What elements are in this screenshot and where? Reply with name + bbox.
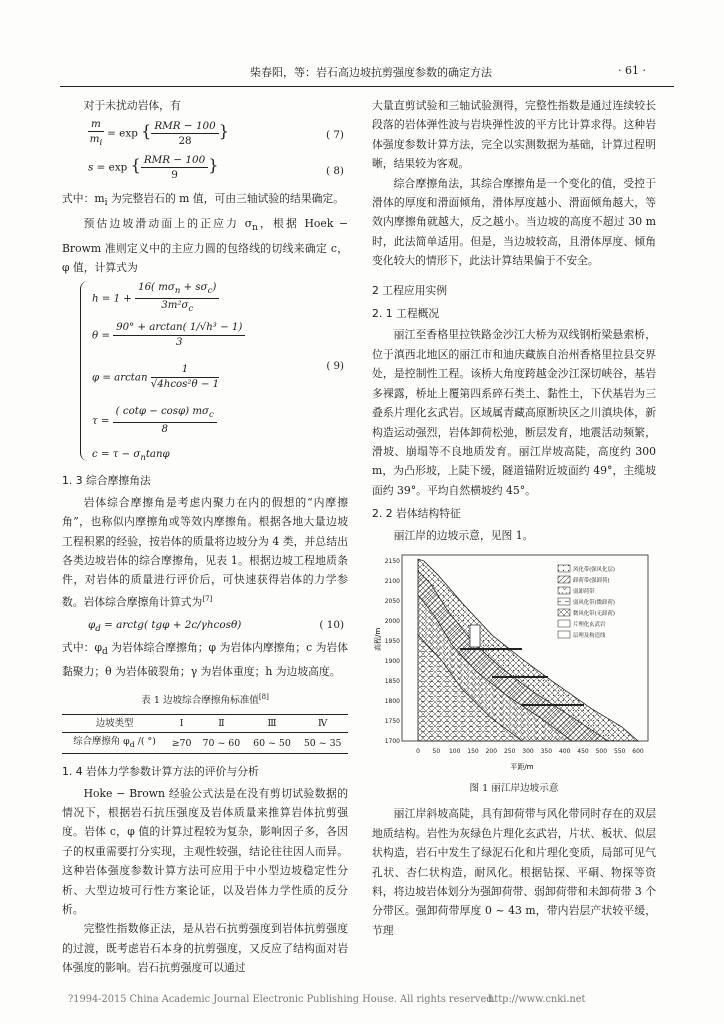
paragraph-continued: 大量直剪试验和三轴试验测得，完整性指数是通过连续较长段落的岩体弹性波与岩块弹性波的平方比计算求得。这种岩体强度参数计算方法，完全以实测数据为基础，计算过程明晰，结果较为客观。 <box>372 99 656 171</box>
legend-swatch <box>558 609 570 616</box>
legend-swatch <box>558 598 570 605</box>
header-rule <box>60 86 674 87</box>
x-tick-label: 100 <box>448 747 461 755</box>
y-tick-label: 1800 <box>384 697 400 705</box>
table-row: 综合摩擦角 $\varphi_d$ /( °) ≥70 70 ~ 60 60 ~ 50 50 ~ 35 <box>62 733 348 754</box>
legend-entry: 弱卸荷带 <box>573 588 595 595</box>
slope-diagram <box>372 549 656 773</box>
paragraph-where-phi: 式中：$\varphi_d$ 为岩体综合摩擦角；φ 为岩体内摩擦角；c 为岩体黏聚力；θ 为岩体破裂角；γ 为岩体重度；h 为边坡高度。 <box>62 640 349 679</box>
paragraph-figure-ref: 丽江岸的边坡示意，见图 1。 <box>393 528 534 542</box>
y-tick-label: 1700 <box>384 737 400 745</box>
paragraph-project-overview: 丽江至香格里拉铁路金沙江大桥为双线钢桁梁悬索桥，位于滇西北地区的丽江市和迪庆藏族自治州香格里拉县交界处，是控制性工程。该桥大角度跨越金沙江深切峡谷，基岩多裸露，桥址上覆第四系碎石类土、黏性土，下伏基岩为三叠系片理化玄武岩。区域属青藏高原断块区之川滇块体，新构造运动强烈，岩体卸荷松弛，断层发育，地震活动频繁，滑坡、崩塌等不良地质发育。丽江岸坡高陡，高度约 300 m，为凸形坡，上陡下缓，隧道锚附近坡面约 49°，主缆坡面约 39°。平均自然横坡约 45°。 <box>372 328 656 497</box>
y-tick-label: 2100 <box>384 577 400 585</box>
legend-entry: 微风化带(无卸荷) <box>573 610 615 617</box>
x-tick-label: 150 <box>467 747 479 755</box>
section-1-4-heading: 1. 4 岩体力学参数计算方法的评价与分析 <box>62 765 259 779</box>
equation-9-system: h = 1 + $\frac{16( m\sigma_n + s\sigma_c)}{3m^2\sigma_c}$ θ = $\frac{\text{90° + arctan( 1/√h³ − 1)}}{3}$ φ = arctan $\frac{1}{\text{√4hcos²θ − 1}}$ τ = $\frac{( \cot\varphi - \cos\varphi) m\sigma_c}{8}$ $c = \tau - \sigma_n\tan\varphi$ ( 9) <box>62 277 348 467</box>
section-2-heading: 2 工程应用实例 <box>372 283 448 297</box>
x-tick-label: 350 <box>540 747 553 755</box>
x-tick-label: 400 <box>558 747 571 755</box>
y-tick-label: 2000 <box>384 617 400 625</box>
section-2-2-heading: 2. 2 岩体结构特征 <box>372 507 461 521</box>
paragraph-evaluation-2: 完整性指数修正法，是从岩石抗剪强度到岩体抗剪强度的过渡，既考虑岩石本身的抗剪强度，又反应了结构面对岩体强度的影响。岩石抗剪强度可以通过 <box>62 922 348 975</box>
equation-7: $\frac{m}{m_i}$ = exp { $\frac{\text{RMR − 100}}{28}$ } ( 7) <box>89 118 344 149</box>
copyright-text: ?1994-2015 China Academic Journal Electronic Publishing House. All rights reserved. <box>68 994 496 1005</box>
legend-entry: 层理及构造线 <box>573 632 606 639</box>
table-header-row: 边坡类型 Ⅰ Ⅱ Ⅲ Ⅳ <box>62 715 348 733</box>
y-tick-label: 1750 <box>384 717 400 725</box>
legend-swatch <box>558 631 570 638</box>
figure-1 <box>372 549 656 773</box>
intro-text: 对于未扰动岩体，有 <box>83 99 181 112</box>
table-1-caption: 表 1 边坡综合摩擦角标准值[8] <box>141 692 269 706</box>
footer <box>68 994 586 1005</box>
equation-10-label: ( 10) <box>319 618 344 631</box>
legend-entry: 风化带(强风化层) <box>573 566 615 573</box>
page-number: · 61 · <box>618 64 646 77</box>
x-tick-label: 550 <box>613 747 626 755</box>
paragraph-friction-evaluation: 综合摩擦角法，其综合摩擦角是一个变化的值，受控于滑体的厚度和滑面倾角，滑体厚度越小、滑面倾角越大，等效内摩擦角就越大，反之越小。当边坡的高度不超过 30 m 时，此法简单适用。但是，当边坡较高，且滑体厚度、倾角变化较大的情形下，此法计算结果偏于不安全。 <box>372 176 656 268</box>
paragraph-hoek-brown: 预估边坡滑动面上的正应力 $\sigma_n$，根据 Hoek − Browm 准则定义中的主应力圆的包络线的切线来确定 c，φ 值，计算式为 <box>62 216 348 274</box>
y-tick-label: 1950 <box>384 637 400 645</box>
figure-1-caption: 图 1 丽江岸边坡示意 <box>469 782 559 794</box>
x-axis-label: 平距/m <box>510 762 534 771</box>
y-tick-label: 2150 <box>384 557 400 565</box>
y-tick-label: 2050 <box>384 597 400 605</box>
x-tick-label: 250 <box>503 747 516 755</box>
paragraph-friction-angle: 岩体综合摩擦角是考虑内聚力在内的假想的“内摩擦角”，也称似内摩擦角或等效内摩擦角。根据各地大量边坡工程积累的经验，按岩体的质量将边坡分为 4 类，并总结出各类边坡岩体的综合摩擦角，见表 1。根据边坡工程地质条件，对岩体的质量进行评价后，可快速获得岩体的力学参数。岩体综合摩擦角计算式为[7] <box>62 495 348 609</box>
x-tick-label: 500 <box>595 747 608 755</box>
legend-entry: 弱风化带(微卸荷) <box>573 599 615 606</box>
y-axis-label: 高程/m <box>374 627 382 651</box>
paragraph-evaluation-1: Hoke − Brown 经验公式法是在没有剪切试验数据的情况下，根据岩石抗压强度及岩体质量来推算岩体抗剪强度。岩体 c，φ 值的计算过程较为复杂，影响因子多，各因子的权重需要打分实现，主观性较强，结论往往因人而异。这种岩体强度参数计算方法可应用于中小型边坡稳定性分析、大型边坡可行性方案论证，以及岩体力学性质的反分析。 <box>62 786 348 917</box>
footer-url: http://www.cnki.net <box>488 994 586 1005</box>
legend-swatch <box>558 565 570 572</box>
x-tick-label: 50 <box>432 747 441 755</box>
legend-entry: 卸荷带(强卸荷) <box>573 577 610 584</box>
legend-swatch <box>558 587 570 594</box>
running-header <box>90 64 670 82</box>
table-1 <box>62 714 348 754</box>
header-title: 柴春阳，等：岩石高边坡抗剪强度参数的确定方法 <box>250 66 492 79</box>
y-tick-label: 1850 <box>384 677 400 685</box>
x-tick-label: 300 <box>522 747 534 755</box>
paragraph-rock-structure: 丽江岸斜坡高陡，具有卸荷带与风化带同时存在的双层地质结构。岩性为灰绿色片理化玄武岩，片状、板状、似层状构造，岩石中发生了绿泥石化和片理化变质，局部可见气孔状、杏仁状构造，耐风化。根据钻探、平硐、物探等资料，将边坡岩体划分为强卸荷带、弱卸荷带和未卸荷带 3 个分带区。强卸荷带厚度 0 ~ 43 m，带内岩层产状较平缓，节理 <box>372 807 656 937</box>
equation-9-label: ( 9) <box>326 361 344 373</box>
y-tick-label: 1900 <box>384 657 400 665</box>
left-column <box>62 96 348 978</box>
legend-swatch <box>558 576 570 583</box>
x-tick-label: 200 <box>485 747 498 755</box>
equation-8: s = exp { $\frac{\text{RMR − 100}}{9}$ } ( 8) <box>88 154 344 182</box>
x-tick-label: 450 <box>577 747 589 755</box>
legend-swatch <box>558 620 570 627</box>
section-2-1-heading: 2. 1 工程概况 <box>372 307 440 321</box>
section-1-3-heading: 1. 3 综合摩擦角法 <box>62 474 151 488</box>
equation-7-label: ( 7) <box>325 129 344 142</box>
paragraph-where-m: 式中：$m_i$ 为完整岩石的 m 值，可由三轴试验的结果确定。 <box>62 192 345 209</box>
tunnel-anchor <box>470 625 480 647</box>
right-column <box>372 96 656 940</box>
x-tick-label: 600 <box>632 747 644 755</box>
x-tick-label: 0 <box>416 747 420 755</box>
legend-entry: 片理化玄武岩 <box>573 621 606 628</box>
equation-10: $\varphi_d$ = arctg( tgφ + 2c/γhcosθ) ( 10) <box>62 614 348 636</box>
equation-8-label: ( 8) <box>325 165 344 178</box>
